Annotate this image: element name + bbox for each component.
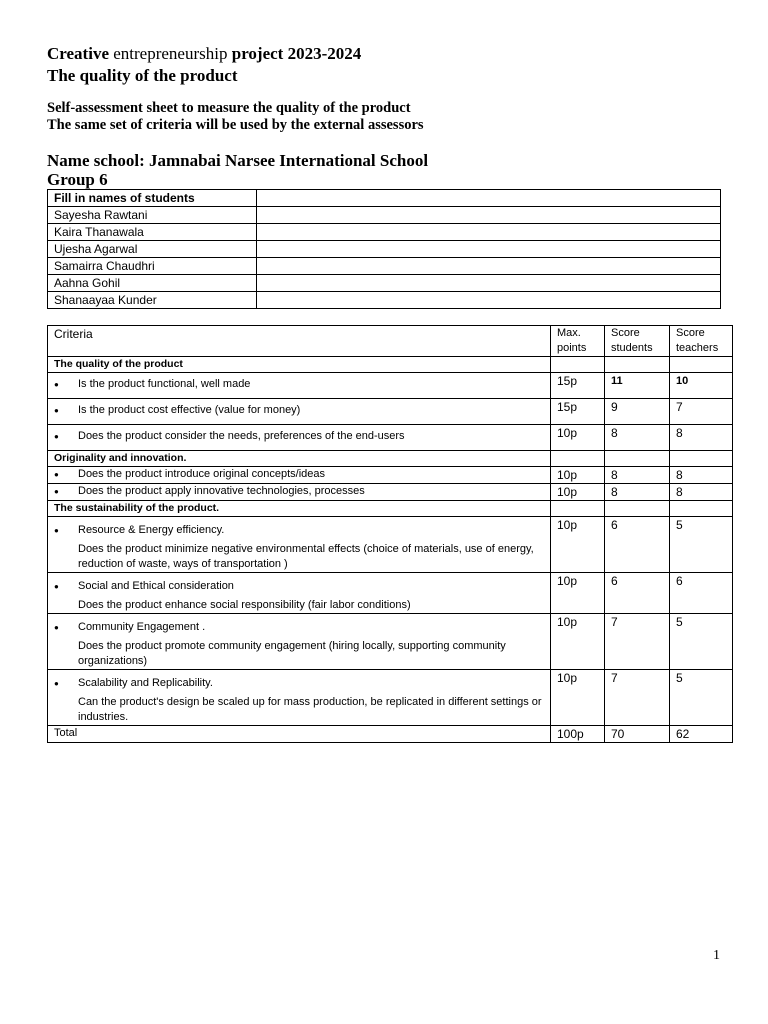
criteria-row: [48, 573, 733, 614]
score-students[interactable]: 8: [605, 484, 670, 501]
student-name: Sayesha Rawtani: [48, 207, 257, 224]
criteria-cell: [48, 467, 551, 484]
max-points: 10p: [551, 670, 605, 726]
score-students[interactable]: 7: [605, 670, 670, 726]
title-project-year: project 2023-2024: [231, 44, 362, 63]
total-score-teachers: 62: [670, 726, 733, 743]
score-students[interactable]: 7: [605, 614, 670, 670]
student-extra[interactable]: [257, 258, 721, 275]
student-extra[interactable]: [257, 207, 721, 224]
score-teachers[interactable]: 8: [670, 484, 733, 501]
criteria-row: [48, 670, 733, 726]
max-points: 10p: [551, 614, 605, 670]
criteria-description: Does the product minimize negative environmental effects (choice of materials, use of energy, reduction of waste, ways of transportation ): [78, 543, 534, 570]
criteria-cell: [48, 517, 551, 573]
score-teachers[interactable]: 8: [670, 425, 733, 451]
total-max-points: 100p: [551, 726, 605, 743]
criteria-cell: [48, 573, 551, 614]
school-name: Name school: Jamnabai Narsee International School: [47, 151, 429, 170]
criteria-text: ● Is the product cost effective (value for money): [54, 403, 544, 418]
section-title: The quality of the product: [48, 357, 551, 373]
section-row: [48, 501, 733, 517]
max-points-header-line1: Max.: [557, 327, 581, 339]
sheet-description-1: Self-assessment sheet to measure the quality of the product: [47, 100, 411, 116]
criteria-header: Criteria: [48, 326, 551, 357]
student-row: [48, 292, 721, 309]
student-name: Samairra Chaudhri: [48, 258, 257, 275]
criteria-cell: [48, 670, 551, 726]
score-teachers-header: [670, 326, 733, 357]
score-students[interactable]: 6: [605, 517, 670, 573]
criteria-description: Does the product enhance social responsibility (fair labor conditions): [78, 599, 411, 611]
section-row: [48, 357, 733, 373]
max-points: 10p: [551, 573, 605, 614]
max-points-header: [551, 326, 605, 357]
criteria-header-row: [48, 326, 733, 357]
students-header-blank: [257, 190, 721, 207]
document-subtitle: The quality of the product: [47, 66, 238, 85]
score-students-header-line1: Score: [611, 327, 640, 339]
max-points: 15p: [551, 373, 605, 399]
score-students[interactable]: 6: [605, 573, 670, 614]
students-header: Fill in names of students: [48, 190, 257, 207]
criteria-text: ● Resource & Energy efficiency.: [54, 523, 544, 538]
score-teachers[interactable]: 7: [670, 399, 733, 425]
group-label: Group 6: [47, 170, 108, 189]
criteria-row: [48, 425, 733, 451]
criteria-text: ● Social and Ethical consideration: [54, 579, 544, 594]
score-teachers[interactable]: 5: [670, 517, 733, 573]
criteria-text: ● Does the product consider the needs, preferences of the end-users: [54, 429, 544, 444]
sheet-description-2: The same set of criteria will be used by the external assessors: [47, 117, 424, 133]
criteria-row: [48, 484, 733, 501]
student-row: [48, 258, 721, 275]
score-students-header-line2: students: [611, 342, 653, 354]
criteria-row: [48, 373, 733, 399]
criteria-cell: [48, 373, 551, 399]
score-teachers[interactable]: 8: [670, 467, 733, 484]
criteria-text: ● Does the product apply innovative technologies, processes: [54, 484, 544, 499]
max-points: 10p: [551, 467, 605, 484]
score-students[interactable]: 8: [605, 467, 670, 484]
max-points: 10p: [551, 517, 605, 573]
student-name: Ujesha Agarwal: [48, 241, 257, 258]
score-teachers[interactable]: 5: [670, 670, 733, 726]
criteria-text: ● Does the product introduce original concepts/ideas: [54, 467, 544, 482]
score-teachers-header-line2: teachers: [676, 342, 719, 354]
students-header-row: [48, 190, 721, 207]
score-teachers[interactable]: 5: [670, 614, 733, 670]
max-points-header-line2: points: [557, 342, 587, 354]
student-extra[interactable]: [257, 275, 721, 292]
student-name: Kaira Thanawala: [48, 224, 257, 241]
criteria-table: [47, 325, 733, 743]
student-row: [48, 241, 721, 258]
score-students-header: [605, 326, 670, 357]
score-teachers[interactable]: 10: [670, 373, 733, 399]
student-extra[interactable]: [257, 241, 721, 258]
students-table: [47, 189, 721, 309]
criteria-cell: [48, 425, 551, 451]
score-teachers[interactable]: 6: [670, 573, 733, 614]
criteria-description: Can the product's design be scaled up for mass production, be replicated in different settings or industries.: [78, 696, 542, 723]
criteria-row: [48, 399, 733, 425]
criteria-text: ● Is the product functional, well made: [54, 377, 544, 392]
student-extra[interactable]: [257, 292, 721, 309]
max-points: 15p: [551, 399, 605, 425]
total-label: Total: [48, 726, 551, 743]
max-points: 10p: [551, 484, 605, 501]
title-word-entrepreneurship: entrepreneurship: [113, 44, 228, 63]
student-row: [48, 207, 721, 224]
total-row: [48, 726, 733, 743]
criteria-cell: [48, 614, 551, 670]
section-title: The sustainability of the product.: [48, 501, 551, 517]
student-extra[interactable]: [257, 224, 721, 241]
score-teachers-header-line1: Score: [676, 327, 705, 339]
score-students[interactable]: 11: [605, 373, 670, 399]
section-title: Originality and innovation.: [48, 451, 551, 467]
total-score-students: 70: [605, 726, 670, 743]
criteria-cell: [48, 484, 551, 501]
score-students[interactable]: 9: [605, 399, 670, 425]
criteria-text: ● Scalability and Replicability.: [54, 676, 544, 691]
criteria-row: [48, 467, 733, 484]
student-name: Aahna Gohil: [48, 275, 257, 292]
page-number: 1: [713, 948, 720, 963]
document-title: [47, 44, 361, 64]
max-points: 10p: [551, 425, 605, 451]
criteria-row: [48, 517, 733, 573]
criteria-description: Does the product promote community engagement (hiring locally, supporting community organizations): [78, 640, 506, 667]
section-row: [48, 451, 733, 467]
student-name: Shanaayaa Kunder: [48, 292, 257, 309]
score-students[interactable]: 8: [605, 425, 670, 451]
criteria-text: ● Community Engagement .: [54, 620, 544, 635]
criteria-row: [48, 614, 733, 670]
criteria-cell: [48, 399, 551, 425]
student-row: [48, 224, 721, 241]
student-row: [48, 275, 721, 292]
title-word-creative: Creative: [47, 44, 109, 63]
